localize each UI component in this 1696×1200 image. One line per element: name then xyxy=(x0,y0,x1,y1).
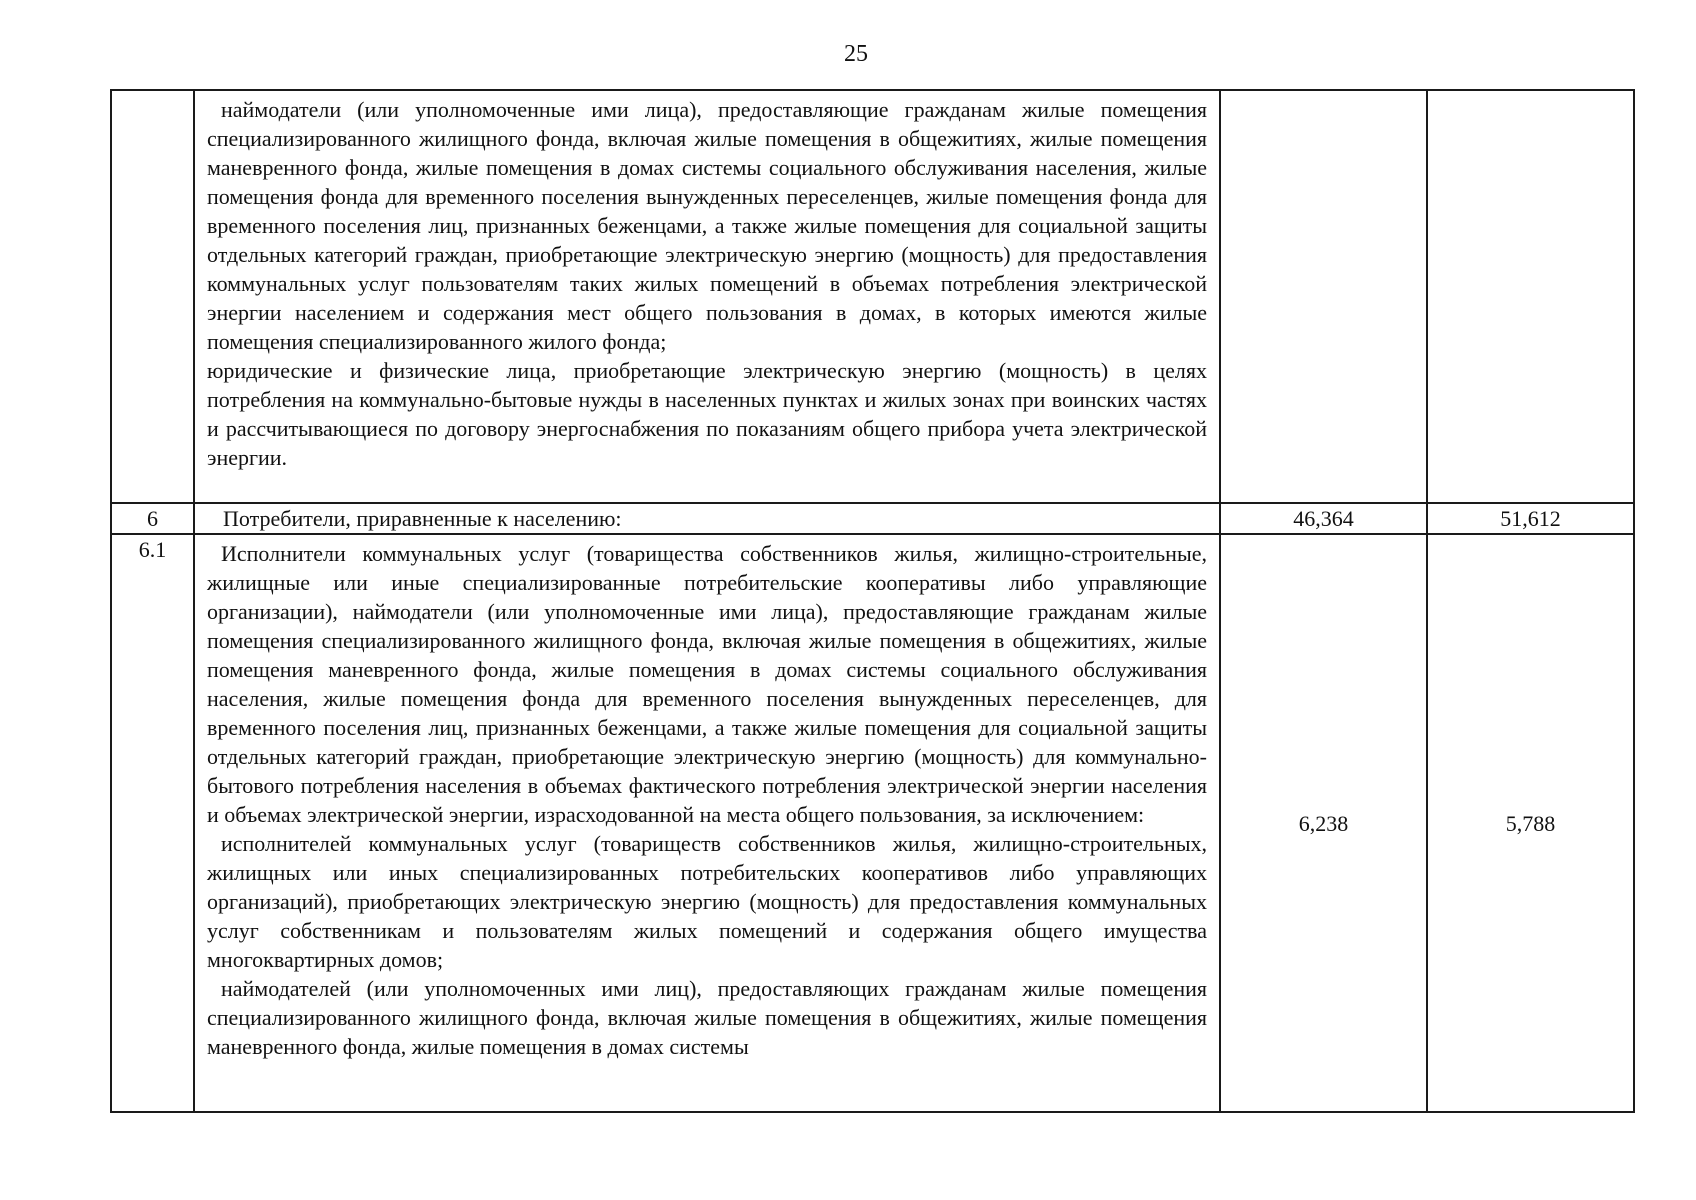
tariff-table xyxy=(110,89,1635,1113)
table-row xyxy=(111,90,1634,503)
row-number-cell xyxy=(111,90,194,503)
page-number: 25 xyxy=(844,41,868,67)
value-cell-1 xyxy=(1220,90,1427,503)
row-description-cell xyxy=(194,503,1220,534)
row-description-cell xyxy=(194,534,1220,1112)
table-row xyxy=(111,534,1634,1112)
row-number-cell: 6 xyxy=(111,503,194,534)
description-paragraph: наймодателей (или уполномоченных ими лиц), предоставляющих гражданам жилые помещения специализированного жилищного фонда, включая жилые помещения в общежитиях, жилые помещения маневренного фонда, жилые помещения в домах системы xyxy=(207,976,1207,1059)
value-cell-2: 5,788 xyxy=(1427,534,1634,1112)
table-row xyxy=(111,503,1634,534)
value-cell-1: 46,364 xyxy=(1220,503,1427,534)
description-paragraph: юридические и физические лица, приобретающие электрическую энергию (мощность) в целях потребления на коммунально-бытовые нужды в населенных пунктах и жилых зонах при воинских частях и рассчитывающиеся по договору энергоснабжения по показаниям общего прибора учета электрической энергии. xyxy=(207,358,1207,470)
row-description-cell xyxy=(194,90,1220,503)
value-cell-2: 51,612 xyxy=(1427,503,1634,534)
description-paragraph: Потребители, приравненные к населению: xyxy=(223,506,622,531)
tariff-table-wrapper xyxy=(110,89,1606,1113)
value-cell-2 xyxy=(1427,90,1634,503)
description-paragraph: наймодатели (или уполномоченные ими лица), предоставляющие гражданам жилые помещения специализированного жилищного фонда, включая жилые помещения в общежитиях, жилые помещения маневренного фонда, жилые помещения в домах системы социального обслуживания населения, жилые помещения фонда для временного поселения вынужденных переселенцев, жилые помещения фонда для временного поселения лиц, признанных беженцами, а также жилые помещения для социальной защиты отдельных категорий граждан, приобретающие электрическую энергию (мощность) для предоставления коммунальных услуг пользователям таких жилых помещений в объемах потребления электрической энергии населением и содержания мест общего пользования в домах, в которых имеются жилые помещения специализированного жилого фонда; xyxy=(207,97,1207,354)
row-number-cell: 6.1 xyxy=(111,534,194,1112)
description-paragraph: исполнителей коммунальных услуг (товариществ собственников жилья, жилищно-строительных, жилищных или иных специализированных потребительских кооперативов либо управляющих организаций), приобретающих электрическую энергию (мощность) для предоставления коммунальных услуг собственникам и пользователям жилых помещений и содержания общего имущества многоквартирных домов; xyxy=(207,831,1207,972)
description-paragraph: Исполнители коммунальных услуг (товарищества собственников жилья, жилищно-строительные, жилищные или иные специализированные потребительские кооперативы либо управляющие организации), наймодатели (или уполномоченные ими лица), предоставляющие гражданам жилые помещения специализированного жилищного фонда, включая жилые помещения в общежитиях, жилые помещения маневренного фонда, жилые помещения в домах системы социального обслуживания населения, жилые помещения фонда для временного поселения вынужденных переселенцев, для временного поселения лиц, признанных беженцами, а также жилые помещения для социальной защиты отдельных категорий граждан, приобретающие электрическую энергию (мощность) для коммунально-бытового потребления населения в объемах фактического потребления электрической энергии населения и объемах электрической энергии, израсходованной на места общего пользования, за исключением: xyxy=(207,541,1207,827)
value-cell-1: 6,238 xyxy=(1220,534,1427,1112)
